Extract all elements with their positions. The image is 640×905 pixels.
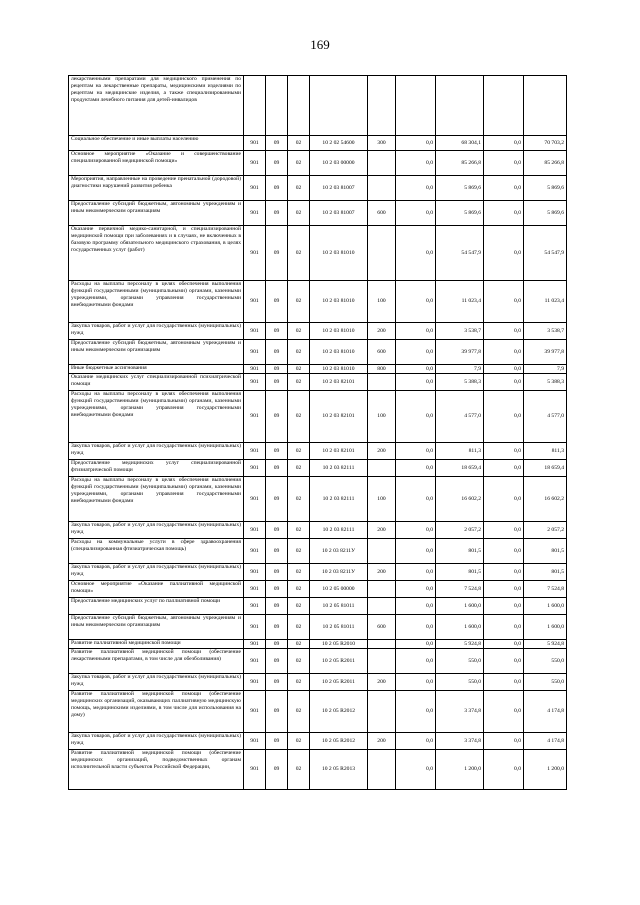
row-amount-4: 4 174,8	[524, 691, 567, 733]
row-amount-1: 0,0	[396, 640, 436, 649]
row-amount-2: 801,5	[436, 564, 484, 581]
row-amount-1: 0,0	[396, 564, 436, 581]
row-vr-code	[368, 374, 396, 391]
row-amount-4: 70 703,2	[524, 136, 567, 151]
row-vr-code	[368, 176, 396, 201]
row-amount-2: 68 304,1	[436, 136, 484, 151]
row-description: Закупка товаров, работ и услуг для государственных (муниципальных) нужд	[69, 323, 244, 340]
row-description: Предоставление субсидий бюджетным, автономным учреждениям и иным некоммерческим организациям	[69, 340, 244, 365]
row-gr-code: 901	[244, 460, 266, 477]
table-row	[69, 733, 567, 750]
row-vr-code: 800	[368, 365, 396, 374]
row-pr-code: 02	[288, 615, 310, 640]
row-pr-code: 02	[288, 340, 310, 365]
row-amount-3: 0,0	[484, 176, 524, 201]
row-vr-code: 200	[368, 564, 396, 581]
row-target-code: 10 2 03 82111	[310, 460, 368, 477]
row-description: Развитие паллиативной медицинской помощи	[69, 640, 244, 649]
row-description: Оказание медицинских услуг специализированной психиатрической помощи	[69, 374, 244, 391]
table-row	[69, 750, 567, 790]
row-target-code: 10 2 03 8211У	[310, 539, 368, 564]
row-rz-code: 09	[266, 564, 288, 581]
row-amount-3: 0,0	[484, 750, 524, 790]
row-amount-3: 0,0	[484, 136, 524, 151]
row-amount-3: 0,0	[484, 733, 524, 750]
row-pr-code: 02	[288, 151, 310, 176]
row-amount-1: 0,0	[396, 176, 436, 201]
row-description: Расходы на выплаты персоналу в целях обеспечения выполнения функций государственными (муниципальными) органами, казенными учреждениями, органами управления государственными внебюджетными фондами	[69, 391, 244, 443]
table-row	[69, 323, 567, 340]
row-description: Основное мероприятие «Оказание паллиативной медицинской помощи»	[69, 581, 244, 598]
row-pr-code: 02	[288, 564, 310, 581]
row-amount-1: 0,0	[396, 391, 436, 443]
table-row	[69, 598, 567, 615]
row-description: Предоставление субсидий бюджетным, автономным учреждениям и иным некоммерческим организациям	[69, 615, 244, 640]
row-pr-code: 02	[288, 443, 310, 460]
row-vr-code	[368, 460, 396, 477]
table-row	[69, 691, 567, 733]
row-target-code: 10 2 05 R2013	[310, 750, 368, 790]
row-gr-code: 901	[244, 581, 266, 598]
row-pr-code: 02	[288, 176, 310, 201]
row-target-code: 10 2 03 81010	[310, 323, 368, 340]
row-target-code: 10 2 03 8211У	[310, 564, 368, 581]
row-pr-code: 02	[288, 374, 310, 391]
row-pr-code: 02	[288, 640, 310, 649]
row-amount-2: 811,3	[436, 443, 484, 460]
row-rz-code: 09	[266, 598, 288, 615]
row-amount-2: 39 977,8	[436, 340, 484, 365]
row-amount-3: 0,0	[484, 281, 524, 323]
row-target-code: 10 2 03 81010	[310, 226, 368, 281]
table-row	[69, 443, 567, 460]
row-description: Развитие паллиативной медицинской помощи (обеспечение медицинских организаций, оказывающих паллиативную медицинскую помощь, медицинскими изделиями, в том числе для использования на дому)	[69, 691, 244, 733]
row-description: Предоставление субсидий бюджетным, автономным учреждениям и иным некоммерческим организациям	[69, 201, 244, 226]
table-row	[69, 136, 567, 151]
row-target-code	[310, 76, 368, 136]
row-vr-code: 600	[368, 615, 396, 640]
table-row	[69, 615, 567, 640]
row-amount-1: 0,0	[396, 477, 436, 522]
row-description: Расходы на выплаты персоналу в целях обеспечения выполнения функций государственными (муниципальными) органами, казенными учреждениями, органами управления государственными внебюджетными фондами	[69, 477, 244, 522]
row-rz-code: 09	[266, 365, 288, 374]
row-amount-2: 16 602,2	[436, 477, 484, 522]
row-amount-3: 0,0	[484, 674, 524, 691]
row-amount-4: 3 538,7	[524, 323, 567, 340]
row-amount-1: 0,0	[396, 674, 436, 691]
row-amount-3: 0,0	[484, 615, 524, 640]
row-amount-2: 5 869,6	[436, 201, 484, 226]
row-amount-1: 0,0	[396, 750, 436, 790]
table-row	[69, 640, 567, 649]
row-amount-3: 0,0	[484, 477, 524, 522]
row-amount-2: 2 057,2	[436, 522, 484, 539]
table-row	[69, 649, 567, 674]
row-rz-code: 09	[266, 391, 288, 443]
row-amount-2: 3 374,8	[436, 733, 484, 750]
row-target-code: 10 2 03 82111	[310, 522, 368, 539]
row-amount-2: 5 388,3	[436, 374, 484, 391]
row-amount-4: 85 266,8	[524, 151, 567, 176]
row-amount-3	[484, 76, 524, 136]
row-rz-code: 09	[266, 581, 288, 598]
row-amount-4: 18 659,4	[524, 460, 567, 477]
row-amount-1: 0,0	[396, 340, 436, 365]
row-vr-code: 100	[368, 281, 396, 323]
table-row	[69, 201, 567, 226]
row-vr-code	[368, 598, 396, 615]
row-target-code: 10 2 03 82101	[310, 391, 368, 443]
row-amount-4: 16 602,2	[524, 477, 567, 522]
row-amount-2: 550,0	[436, 649, 484, 674]
row-amount-1: 0,0	[396, 598, 436, 615]
row-pr-code: 02	[288, 201, 310, 226]
row-amount-1: 0,0	[396, 691, 436, 733]
row-description: Иные бюджетные ассигнования	[69, 365, 244, 374]
row-amount-2: 11 023,4	[436, 281, 484, 323]
row-vr-code	[368, 750, 396, 790]
row-gr-code: 901	[244, 151, 266, 176]
row-amount-3: 0,0	[484, 374, 524, 391]
row-amount-2: 7,9	[436, 365, 484, 374]
row-description: Предоставление медицинских услуг специализированной фтизиатрической помощи	[69, 460, 244, 477]
row-pr-code: 02	[288, 391, 310, 443]
row-vr-code	[368, 76, 396, 136]
row-amount-3: 0,0	[484, 598, 524, 615]
row-description: Закупка товаров, работ и услуг для государственных (муниципальных) нужд	[69, 443, 244, 460]
row-target-code: 10 2 03 81010	[310, 365, 368, 374]
row-gr-code: 901	[244, 539, 266, 564]
row-amount-2: 3 374,8	[436, 691, 484, 733]
row-amount-3: 0,0	[484, 443, 524, 460]
row-target-code: 10 2 03 82101	[310, 443, 368, 460]
row-rz-code	[266, 76, 288, 136]
row-amount-4: 11 023,4	[524, 281, 567, 323]
row-amount-4: 54 547,9	[524, 226, 567, 281]
page-number: 169	[310, 37, 330, 52]
row-amount-1: 0,0	[396, 374, 436, 391]
row-rz-code: 09	[266, 691, 288, 733]
row-gr-code: 901	[244, 391, 266, 443]
row-vr-code: 200	[368, 522, 396, 539]
row-rz-code: 09	[266, 460, 288, 477]
row-target-code: 10 2 05 81011	[310, 598, 368, 615]
row-amount-2: 5 869,6	[436, 176, 484, 201]
row-pr-code: 02	[288, 539, 310, 564]
row-target-code: 10 2 02 54600	[310, 136, 368, 151]
row-description: Социальное обеспечение и иные выплаты населению	[69, 136, 244, 151]
row-target-code: 10 2 03 00000	[310, 151, 368, 176]
row-vr-code: 600	[368, 201, 396, 226]
row-pr-code: 02	[288, 598, 310, 615]
row-pr-code: 02	[288, 136, 310, 151]
row-amount-4: 2 057,2	[524, 522, 567, 539]
row-amount-3: 0,0	[484, 226, 524, 281]
row-target-code: 10 2 03 81010	[310, 281, 368, 323]
row-gr-code: 901	[244, 176, 266, 201]
table-row	[69, 460, 567, 477]
table-row	[69, 176, 567, 201]
row-target-code: 10 2 05 R2011	[310, 649, 368, 674]
row-amount-2	[436, 76, 484, 136]
row-target-code: 10 2 03 82111	[310, 477, 368, 522]
row-amount-3: 0,0	[484, 323, 524, 340]
table-row	[69, 522, 567, 539]
row-pr-code: 02	[288, 477, 310, 522]
row-description: Расходы на выплаты персоналу в целях обеспечения выполнения функций государственными (муниципальными) органами, казенными учреждениями, органами управления государственными внебюджетными фондами	[69, 281, 244, 323]
row-description: Расходы на коммунальные услуги в сфере здравоохранения (специализированная фтизиатрическая помощь)	[69, 539, 244, 564]
row-amount-1: 0,0	[396, 151, 436, 176]
row-amount-1: 0,0	[396, 539, 436, 564]
row-pr-code: 02	[288, 365, 310, 374]
row-vr-code: 200	[368, 443, 396, 460]
row-pr-code: 02	[288, 581, 310, 598]
row-gr-code: 901	[244, 374, 266, 391]
row-vr-code	[368, 691, 396, 733]
row-amount-1: 0,0	[396, 201, 436, 226]
row-rz-code: 09	[266, 522, 288, 539]
row-pr-code: 02	[288, 750, 310, 790]
row-target-code: 10 2 05 R2012	[310, 733, 368, 750]
budget-table	[68, 75, 567, 790]
row-pr-code: 02	[288, 674, 310, 691]
row-amount-4: 4 174,8	[524, 733, 567, 750]
row-amount-3: 0,0	[484, 522, 524, 539]
row-description: Предоставление медицинских услуг по паллиативной помощи	[69, 598, 244, 615]
row-vr-code	[368, 640, 396, 649]
row-description: Закупка товаров, работ и услуг для государственных (муниципальных) нужд	[69, 564, 244, 581]
row-rz-code: 09	[266, 201, 288, 226]
row-target-code: 10 2 05 R2011	[310, 674, 368, 691]
row-rz-code: 09	[266, 340, 288, 365]
row-description: Развитие паллиативной медицинской помощи (обеспечение медицинских организаций, подведомственных органам исполнительной власти субъектов Российской Федерации,	[69, 750, 244, 790]
row-vr-code: 200	[368, 733, 396, 750]
row-amount-1: 0,0	[396, 649, 436, 674]
row-gr-code: 901	[244, 340, 266, 365]
row-vr-code: 300	[368, 136, 396, 151]
row-target-code: 10 2 03 81007	[310, 176, 368, 201]
row-target-code: 10 2 03 81007	[310, 201, 368, 226]
row-amount-2: 1 600,0	[436, 615, 484, 640]
row-amount-2: 18 659,4	[436, 460, 484, 477]
row-vr-code: 100	[368, 391, 396, 443]
row-gr-code: 901	[244, 649, 266, 674]
table-row	[69, 340, 567, 365]
row-amount-4: 801,5	[524, 564, 567, 581]
row-gr-code: 901	[244, 522, 266, 539]
row-amount-1: 0,0	[396, 522, 436, 539]
row-amount-2: 54 547,9	[436, 226, 484, 281]
row-amount-3: 0,0	[484, 151, 524, 176]
row-amount-3: 0,0	[484, 640, 524, 649]
row-description: лекарственными препаратами для медицинского применения по рецептам на лекарственные препараты, медицинскими изделиями по рецептам на медицинские изделия, а также специализированными продуктами лечебного питания для детей-инвалидов	[69, 76, 244, 136]
row-amount-3: 0,0	[484, 391, 524, 443]
row-amount-4: 4 577,0	[524, 391, 567, 443]
row-amount-4: 801,5	[524, 539, 567, 564]
row-amount-4: 7,9	[524, 365, 567, 374]
row-pr-code: 02	[288, 522, 310, 539]
row-gr-code: 901	[244, 136, 266, 151]
row-rz-code: 09	[266, 323, 288, 340]
row-amount-2: 7 524,8	[436, 581, 484, 598]
row-vr-code: 100	[368, 477, 396, 522]
row-description: Закупка товаров, работ и услуг для государственных (муниципальных) нужд	[69, 674, 244, 691]
row-amount-1: 0,0	[396, 365, 436, 374]
row-rz-code: 09	[266, 733, 288, 750]
row-target-code: 10 2 05 81011	[310, 615, 368, 640]
row-amount-3: 0,0	[484, 581, 524, 598]
row-target-code: 10 2 03 82101	[310, 374, 368, 391]
row-gr-code: 901	[244, 733, 266, 750]
row-vr-code	[368, 649, 396, 674]
row-amount-3: 0,0	[484, 201, 524, 226]
row-target-code: 10 2 05 R2010	[310, 640, 368, 649]
row-gr-code: 901	[244, 477, 266, 522]
table-row	[69, 477, 567, 522]
table-row	[69, 365, 567, 374]
row-gr-code: 901	[244, 750, 266, 790]
row-amount-3: 0,0	[484, 460, 524, 477]
row-amount-3: 0,0	[484, 365, 524, 374]
row-vr-code	[368, 581, 396, 598]
row-amount-4: 7 524,8	[524, 581, 567, 598]
row-gr-code: 901	[244, 674, 266, 691]
row-gr-code: 901	[244, 281, 266, 323]
row-rz-code: 09	[266, 226, 288, 281]
row-amount-4: 811,3	[524, 443, 567, 460]
row-vr-code: 200	[368, 674, 396, 691]
row-rz-code: 09	[266, 477, 288, 522]
row-amount-2: 4 577,0	[436, 391, 484, 443]
row-target-code: 10 2 05 R2012	[310, 691, 368, 733]
row-description: Мероприятия, направленные на проведение пренатальной (дородовой) диагностики нарушений развития ребенка	[69, 176, 244, 201]
row-gr-code: 901	[244, 598, 266, 615]
table-row	[69, 281, 567, 323]
row-rz-code: 09	[266, 136, 288, 151]
row-amount-2: 5 924,8	[436, 640, 484, 649]
row-amount-4: 5 869,6	[524, 201, 567, 226]
row-rz-code: 09	[266, 539, 288, 564]
row-amount-2: 3 538,7	[436, 323, 484, 340]
row-amount-2: 801,5	[436, 539, 484, 564]
row-amount-2: 1 200,0	[436, 750, 484, 790]
row-gr-code	[244, 76, 266, 136]
row-gr-code: 901	[244, 615, 266, 640]
row-amount-4: 5 869,6	[524, 176, 567, 201]
row-pr-code: 02	[288, 323, 310, 340]
row-rz-code: 09	[266, 374, 288, 391]
row-amount-4: 5 924,8	[524, 640, 567, 649]
table-row	[69, 564, 567, 581]
row-amount-4: 550,0	[524, 649, 567, 674]
row-amount-4: 1 600,0	[524, 598, 567, 615]
row-amount-2: 85 266,8	[436, 151, 484, 176]
table-row	[69, 76, 567, 136]
row-amount-4: 550,0	[524, 674, 567, 691]
row-rz-code: 09	[266, 176, 288, 201]
row-rz-code: 09	[266, 615, 288, 640]
row-amount-3: 0,0	[484, 340, 524, 365]
row-pr-code: 02	[288, 649, 310, 674]
row-description: Основное мероприятие «Оказание и совершенствование специализированной медицинской помощи»	[69, 151, 244, 176]
row-pr-code: 02	[288, 691, 310, 733]
row-amount-4	[524, 76, 567, 136]
row-amount-1: 0,0	[396, 615, 436, 640]
row-vr-code: 600	[368, 340, 396, 365]
table-row	[69, 539, 567, 564]
row-description: Оказание первичной медико-санитарной, и специализированной медицинской помощи при заболеваниях и в случаях, не включенных в базовую программу обязательного медицинского страхования, в целях государственных услуг (работ)	[69, 226, 244, 281]
row-pr-code	[288, 76, 310, 136]
row-gr-code: 901	[244, 640, 266, 649]
row-pr-code: 02	[288, 460, 310, 477]
row-target-code: 10 2 05 00000	[310, 581, 368, 598]
row-gr-code: 901	[244, 443, 266, 460]
row-amount-1: 0,0	[396, 226, 436, 281]
row-amount-4: 5 388,3	[524, 374, 567, 391]
row-description: Развитие паллиативной медицинской помощи (обеспечение лекарственными препаратами, в том числе для обезболивания)	[69, 649, 244, 674]
table-row	[69, 226, 567, 281]
row-rz-code: 09	[266, 649, 288, 674]
table-row	[69, 151, 567, 176]
row-vr-code	[368, 151, 396, 176]
row-amount-2: 1 600,0	[436, 598, 484, 615]
row-amount-1: 0,0	[396, 443, 436, 460]
row-vr-code	[368, 226, 396, 281]
row-amount-3: 0,0	[484, 691, 524, 733]
row-gr-code: 901	[244, 564, 266, 581]
table-row	[69, 581, 567, 598]
row-amount-3: 0,0	[484, 564, 524, 581]
row-description: Закупка товаров, работ и услуг для государственных (муниципальных) нужд	[69, 522, 244, 539]
row-amount-3: 0,0	[484, 649, 524, 674]
row-rz-code: 09	[266, 443, 288, 460]
row-target-code: 10 2 03 81010	[310, 340, 368, 365]
row-rz-code: 09	[266, 281, 288, 323]
row-amount-1: 0,0	[396, 136, 436, 151]
row-amount-1: 0,0	[396, 581, 436, 598]
row-rz-code: 09	[266, 151, 288, 176]
row-description: Закупка товаров, работ и услуг для государственных (муниципальных) нужд	[69, 733, 244, 750]
row-amount-4: 1 200,0	[524, 750, 567, 790]
table-row	[69, 374, 567, 391]
row-gr-code: 901	[244, 323, 266, 340]
row-pr-code: 02	[288, 226, 310, 281]
row-amount-1: 0,0	[396, 281, 436, 323]
row-amount-3: 0,0	[484, 539, 524, 564]
row-gr-code: 901	[244, 365, 266, 374]
row-pr-code: 02	[288, 281, 310, 323]
row-amount-4: 1 600,0	[524, 615, 567, 640]
row-gr-code: 901	[244, 226, 266, 281]
row-gr-code: 901	[244, 691, 266, 733]
row-vr-code	[368, 539, 396, 564]
row-rz-code: 09	[266, 640, 288, 649]
row-amount-4: 39 977,8	[524, 340, 567, 365]
row-rz-code: 09	[266, 750, 288, 790]
row-rz-code: 09	[266, 674, 288, 691]
row-amount-1: 0,0	[396, 323, 436, 340]
row-amount-2: 550,0	[436, 674, 484, 691]
row-pr-code: 02	[288, 733, 310, 750]
row-amount-1: 0,0	[396, 460, 436, 477]
row-amount-1: 0,0	[396, 733, 436, 750]
table-row	[69, 391, 567, 443]
row-gr-code: 901	[244, 201, 266, 226]
table-row	[69, 674, 567, 691]
row-vr-code: 200	[368, 323, 396, 340]
row-amount-1	[396, 76, 436, 136]
